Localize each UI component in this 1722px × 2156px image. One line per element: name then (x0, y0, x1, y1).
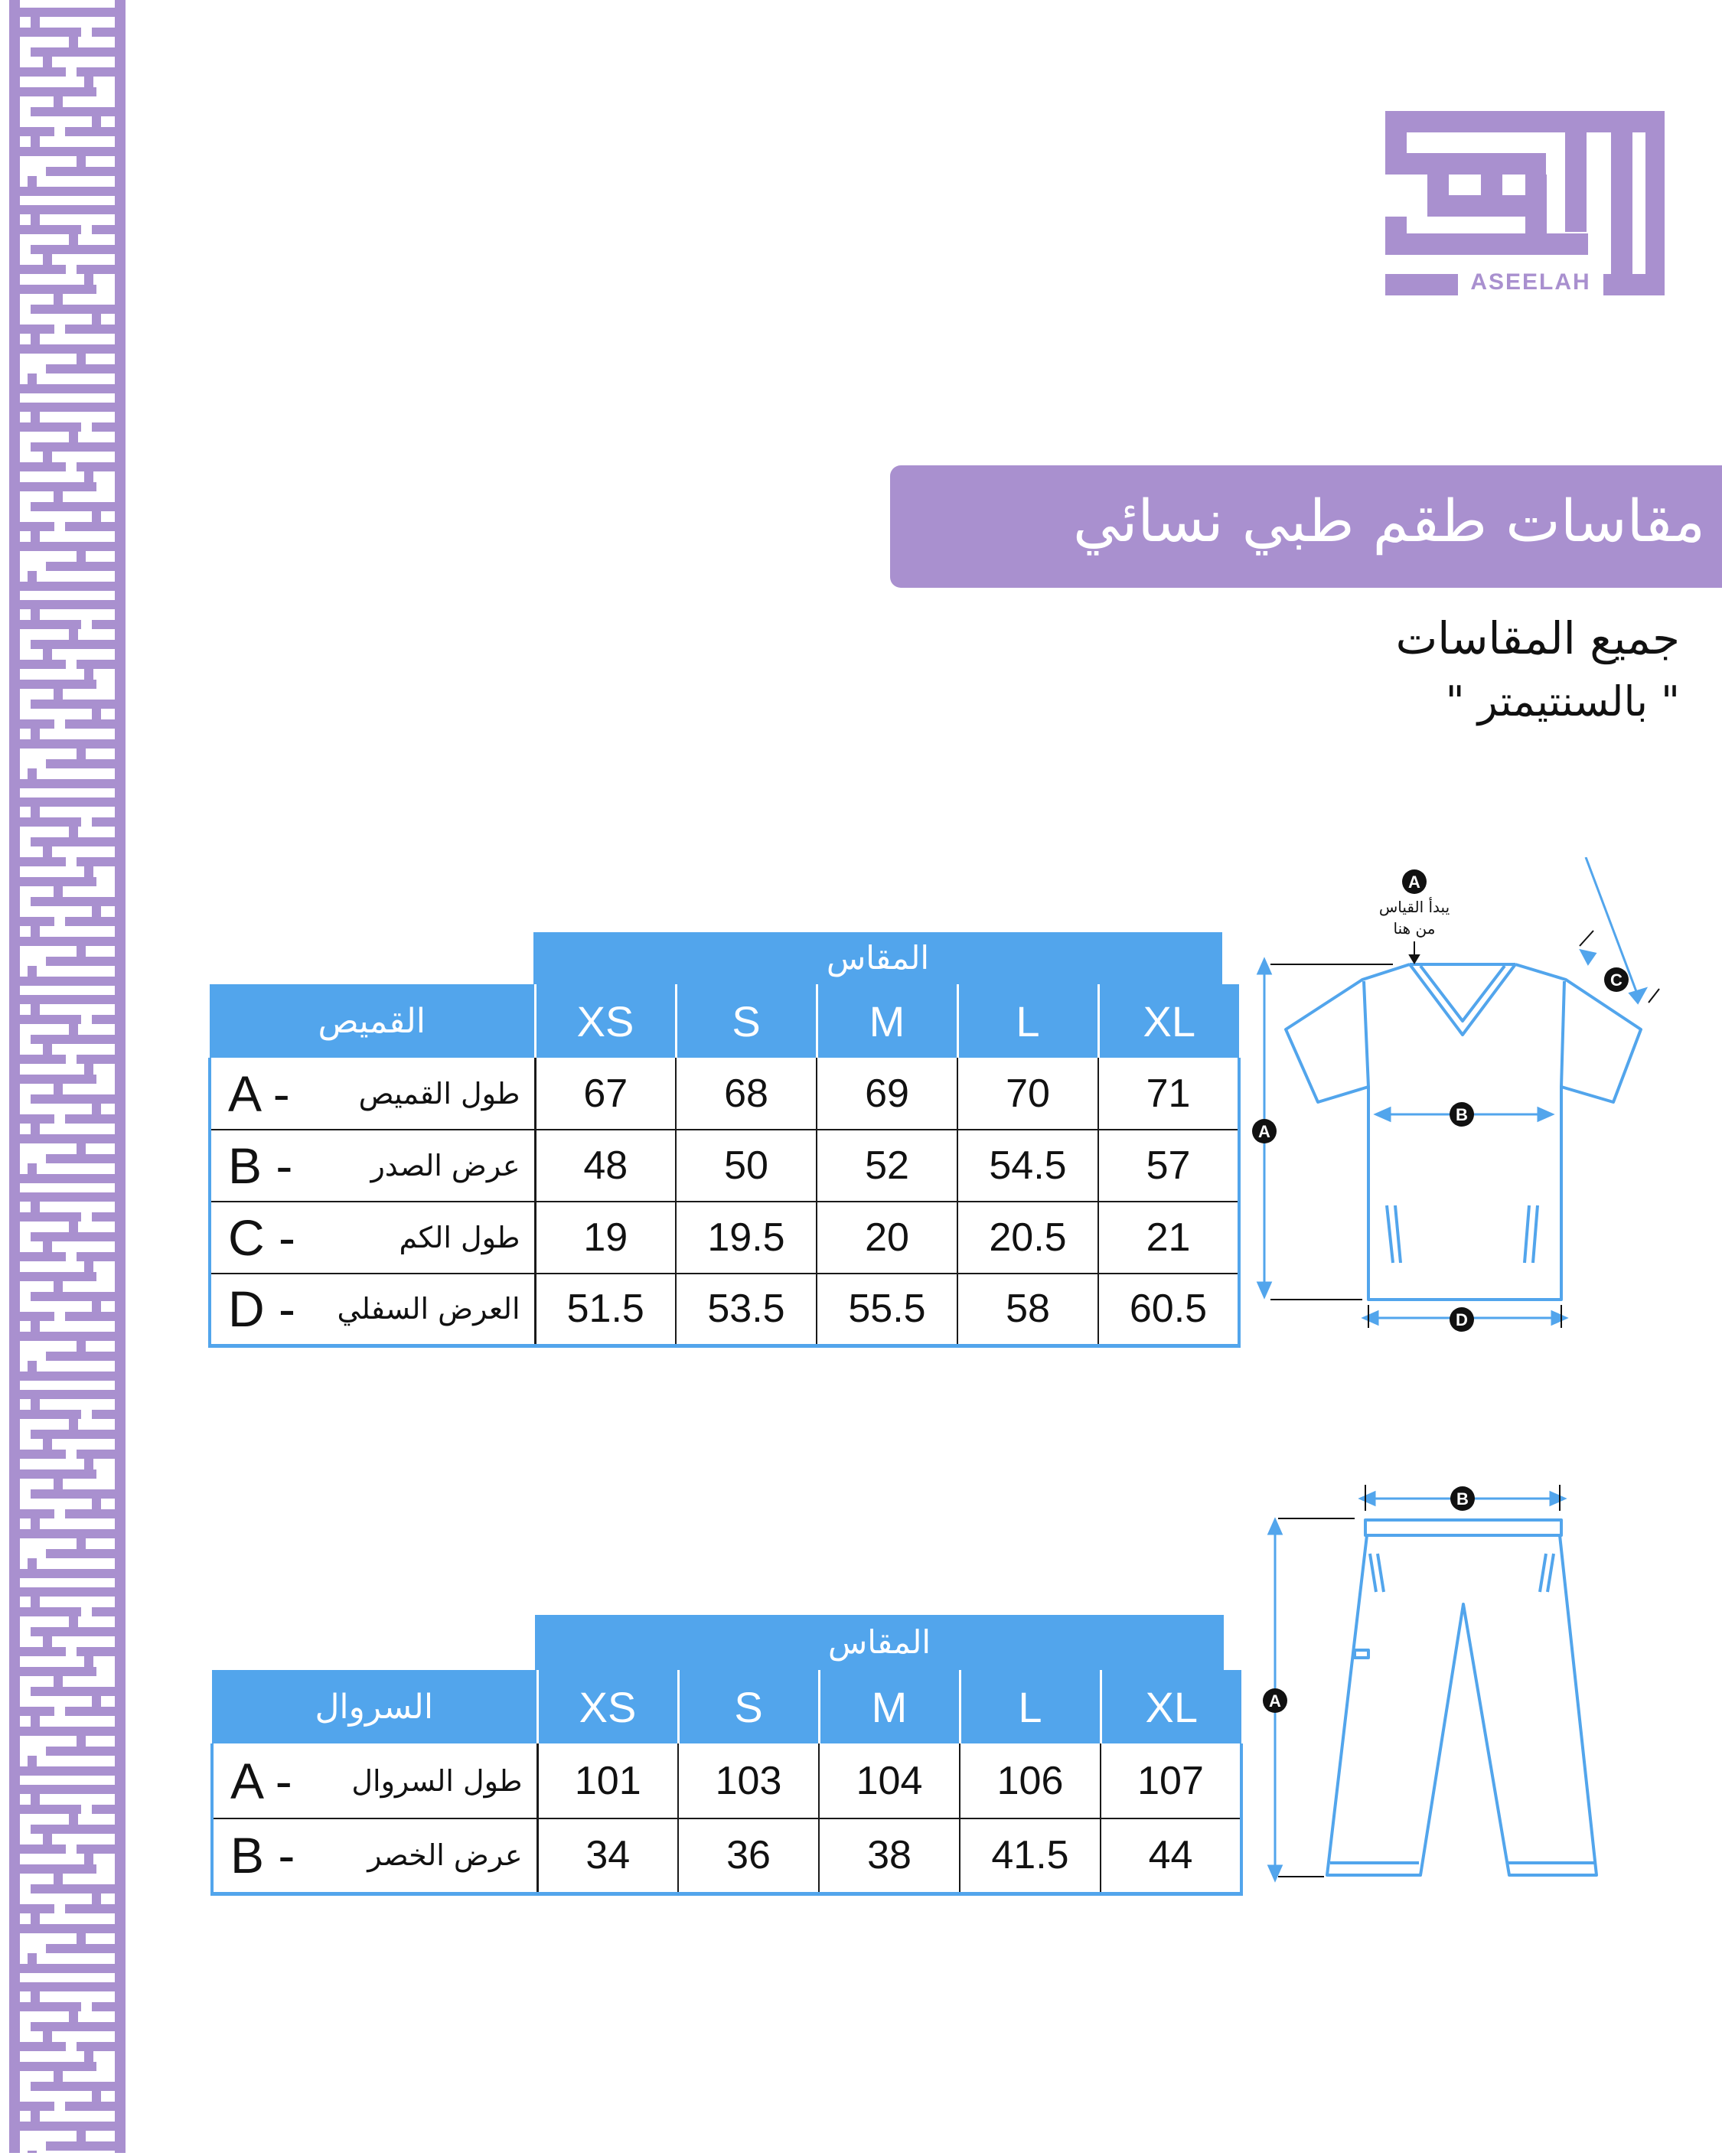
row-measure-name: طول السروال (351, 1763, 523, 1798)
shirt-size-xl: XL (1098, 984, 1239, 1058)
table-cell: 70 (957, 1058, 1098, 1130)
table-cell: 104 (819, 1743, 960, 1818)
pants-diagram (1247, 1469, 1615, 1901)
shirt-header-row (210, 984, 1239, 1058)
shirt-size-s: S (676, 984, 817, 1058)
pants-row-label-b (212, 1818, 537, 1893)
scrub-top-icon (1240, 857, 1699, 1347)
start-note-line1: يبدأ القياس (1378, 898, 1450, 916)
table-cell: 106 (960, 1743, 1101, 1818)
table-cell: 48 (535, 1130, 676, 1202)
table-cell: 69 (817, 1058, 957, 1130)
marker-a-side: A (1258, 1122, 1270, 1141)
shirt-row-label-a (210, 1058, 535, 1130)
pants-header-row (212, 1670, 1241, 1743)
table-cell: 67 (535, 1058, 676, 1130)
row-letter: D - (228, 1280, 295, 1338)
pants-size-xs: XS (537, 1670, 678, 1743)
shirt-row-label-b (210, 1130, 535, 1202)
kufic-pattern-icon (0, 0, 134, 2153)
marker-c: C (1610, 970, 1623, 990)
subtitle-all-sizes: جميع المقاسات (1395, 612, 1680, 664)
table-cell: 34 (537, 1818, 678, 1893)
shirt-item-label: القميص (210, 984, 535, 1058)
table-cell: 60.5 (1098, 1274, 1239, 1345)
table-cell: 53.5 (676, 1274, 817, 1345)
table-cell: 20.5 (957, 1202, 1098, 1274)
shirt-size-l: L (957, 984, 1098, 1058)
table-cell: 19.5 (676, 1202, 817, 1274)
start-note-line2: من هنا (1393, 919, 1436, 938)
table-cell: 71 (1098, 1058, 1239, 1130)
pants-size-xl: XL (1101, 1670, 1241, 1743)
shirt-row-label-d (210, 1274, 535, 1345)
page-title: مقاسات طقم طبي نسائي (1072, 487, 1705, 555)
title-banner (890, 465, 1722, 588)
row-measure-name: طول الكم (399, 1221, 520, 1254)
table-cell: 51.5 (535, 1274, 676, 1345)
subtitle-unit: " بالسنتيمتر " (1445, 677, 1680, 726)
decorative-kufic-border (0, 0, 134, 2153)
pants-size-s: S (678, 1670, 819, 1743)
marker-a-top: A (1408, 873, 1420, 892)
shirt-size-m: M (817, 984, 957, 1058)
table-cell: 36 (678, 1818, 819, 1893)
table-row (210, 1274, 1239, 1345)
scrub-pants-icon (1247, 1469, 1615, 1898)
shirt-size-xs: XS (535, 984, 676, 1058)
pants-marker-a: A (1269, 1691, 1281, 1711)
table-cell: 107 (1101, 1743, 1241, 1818)
row-letter: B - (228, 1137, 293, 1194)
row-letter: A - (228, 1065, 290, 1122)
table-cell: 58 (957, 1274, 1098, 1345)
shirt-size-table (208, 984, 1241, 1348)
pants-size-table (210, 1670, 1243, 1896)
shirt-band-label: المقاس (826, 939, 930, 977)
table-row (210, 1058, 1239, 1130)
logo-wordmark: ASEELAH (1458, 269, 1603, 295)
row-letter: B - (230, 1827, 295, 1884)
pants-row-label-a (212, 1743, 537, 1818)
table-cell: 50 (676, 1130, 817, 1202)
table-cell: 52 (817, 1130, 957, 1202)
pants-size-m: M (819, 1670, 960, 1743)
shirt-row-label-c (210, 1202, 535, 1274)
row-letter: A - (230, 1752, 292, 1809)
table-cell: 54.5 (957, 1130, 1098, 1202)
table-row (212, 1743, 1241, 1818)
marker-d: D (1456, 1310, 1468, 1329)
shirt-diagram (1240, 857, 1699, 1350)
pants-marker-b: B (1456, 1489, 1469, 1509)
pants-item-label: السروال (212, 1670, 537, 1743)
table-row (212, 1818, 1241, 1893)
table-row (210, 1130, 1239, 1202)
marker-b: B (1456, 1105, 1468, 1124)
row-measure-name: عرض الخصر (367, 1838, 523, 1873)
table-cell: 44 (1101, 1818, 1241, 1893)
table-cell: 38 (819, 1818, 960, 1893)
pants-band-label: المقاس (827, 1623, 931, 1661)
table-cell: 55.5 (817, 1274, 957, 1345)
table-cell: 57 (1098, 1130, 1239, 1202)
table-cell: 41.5 (960, 1818, 1101, 1893)
table-cell: 19 (535, 1202, 676, 1274)
shirt-size-band (533, 932, 1222, 984)
pants-size-l: L (960, 1670, 1101, 1743)
row-letter: C - (228, 1209, 295, 1266)
row-measure-name: عرض الصدر (370, 1149, 520, 1182)
row-measure-name: العرض السفلي (337, 1292, 520, 1326)
table-cell: 21 (1098, 1202, 1239, 1274)
table-row (210, 1202, 1239, 1274)
row-measure-name: طول القميص (358, 1076, 520, 1111)
table-cell: 20 (817, 1202, 957, 1274)
table-cell: 68 (676, 1058, 817, 1130)
pants-size-band (535, 1615, 1224, 1670)
table-cell: 103 (678, 1743, 819, 1818)
table-cell: 101 (537, 1743, 678, 1818)
